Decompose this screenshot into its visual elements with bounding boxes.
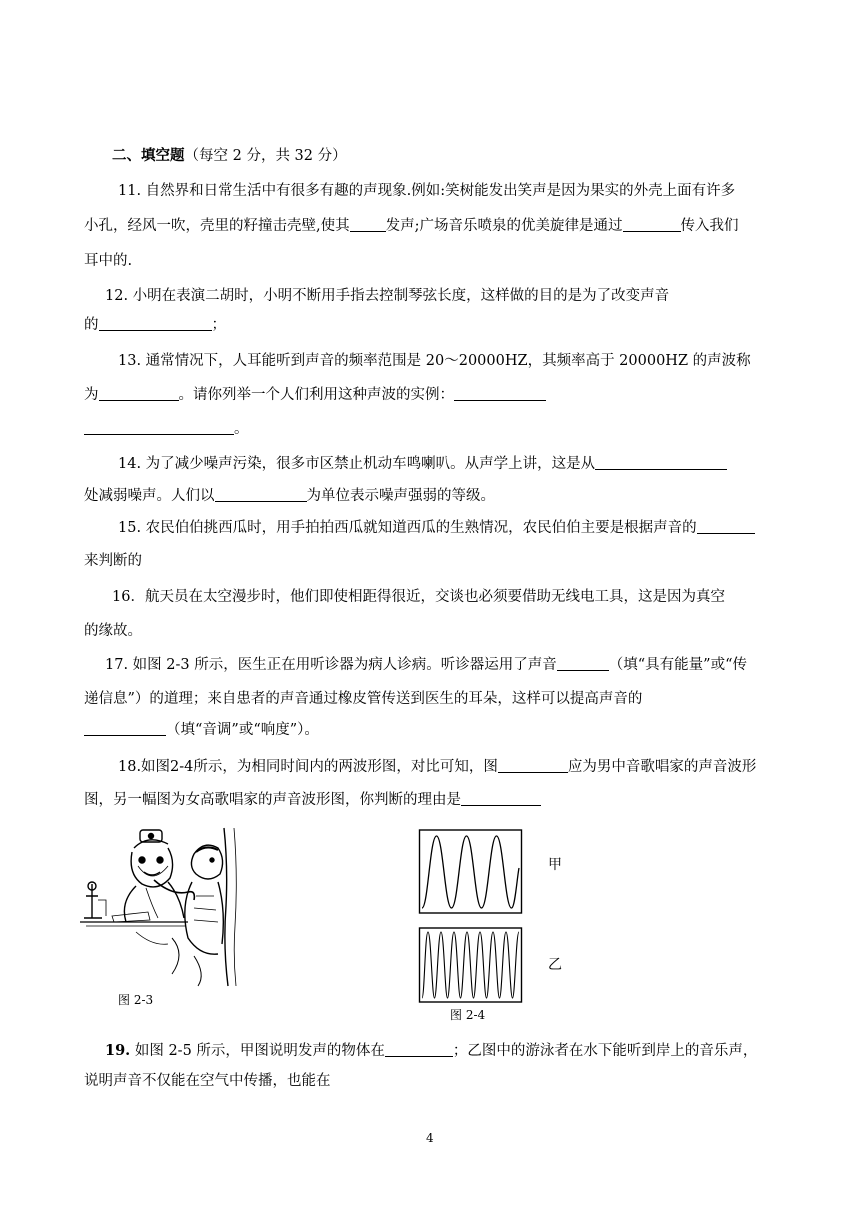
q11-line2	[84, 216, 739, 236]
waveform-figure	[418, 828, 524, 1006]
q17-text-a: 17. 如图 2-3 所示，医生正在用听诊器为病人诊病。听诊器运用了声音	[105, 657, 557, 673]
q13-text-a: 为	[84, 387, 99, 403]
q17-blank-1[interactable]	[557, 655, 609, 671]
section-title	[112, 146, 347, 166]
figure-2-3-caption: 图 2-3	[118, 993, 154, 1007]
waveform-label-jia: 甲	[548, 857, 562, 873]
q19-line2: 说明声音不仅能在空气中传播，也能在	[84, 1073, 331, 1089]
q18-text-c: 图，另一幅图为女高歌唱家的声音波形图，你判断的理由是	[84, 792, 461, 808]
q17-line2: 递信息”）的道理；来自患者的声音通过橡皮管传送到医生的耳朵，这样可以提高声音的	[84, 691, 643, 707]
doctor-stethoscope-illustration	[76, 826, 254, 988]
q11-text-b: 发声;广场音乐喷泉的优美旋律是通过	[385, 218, 623, 234]
q19-line1	[105, 1041, 757, 1061]
q18-blank-1[interactable]	[498, 757, 568, 773]
q15-line1	[118, 518, 755, 538]
q11-blank-1[interactable]	[350, 216, 386, 232]
q13-blank-2[interactable]	[454, 385, 546, 401]
q12-line2	[84, 315, 226, 335]
waveform-jia	[422, 836, 519, 908]
q16-line2: 的缘故。	[84, 623, 142, 639]
page-number: 4	[426, 1131, 434, 1145]
q18-text-b: 应为男中音歌唱家的声音波形	[567, 759, 757, 775]
waveform-jia-frame	[420, 830, 522, 913]
q12-text-a: 的	[84, 317, 99, 333]
q18-blank-2[interactable]	[461, 790, 541, 806]
q13-line3	[84, 419, 249, 439]
q19-text-a: 如图 2-5 所示，甲图说明发声的物体在	[130, 1043, 385, 1059]
q15-blank-1[interactable]	[697, 518, 755, 534]
q14-line1	[118, 454, 727, 474]
section-title-text: 二、填空题	[112, 147, 185, 164]
q18-line1	[118, 757, 756, 777]
waveform-yi	[422, 932, 519, 998]
q14-line2	[84, 486, 495, 506]
q11-line3: 耳中的.	[84, 253, 133, 269]
q14-text-b: 处减弱噪声。人们以	[84, 488, 215, 504]
q16-line1: 16．航天员在太空漫步时，他们即使相距得很近，交谈也必须要借助无线电工具，这是因为真空	[112, 589, 725, 605]
q11-text-a: 小孔，经风一吹，壳里的籽撞击壳壁,使其	[84, 218, 350, 234]
q19-text-b: ；乙图中的游泳者在水下能听到岸上的音乐声，	[452, 1043, 758, 1059]
q14-text-c: 为单位表示噪声强弱的等级。	[306, 488, 495, 504]
q17-line3	[84, 720, 319, 740]
q13-blank-2-cont[interactable]	[84, 419, 234, 435]
q11-line1: 11. 自然界和日常生活中有很多有趣的声现象.例如:笑树能发出笑声是因为果实的外壳上面有许多	[118, 183, 736, 199]
q12-text-b: ；	[211, 317, 226, 333]
q17-text-b: （填“具有能量”或“传	[608, 657, 747, 673]
section-score-note: （每空 2 分，共 32 分）	[184, 148, 347, 164]
q13-blank-1[interactable]	[99, 385, 179, 401]
q14-blank-2[interactable]	[215, 486, 307, 502]
q13-line1: 13. 通常情况下，人耳能听到声音的频率范围是 20～20000HZ，其频率高于 20000HZ 的声波称	[118, 353, 751, 369]
q15-text-a: 15. 农民伯伯挑西瓜时，用手拍拍西瓜就知道西瓜的生熟情况，农民伯伯主要是根据声音的	[118, 520, 697, 536]
q13-line2	[84, 385, 546, 405]
figure-2-4-caption: 图 2-4	[450, 1008, 486, 1022]
q17-blank-2[interactable]	[84, 720, 166, 736]
q15-line2: 来判断的	[84, 553, 142, 569]
q18-line2	[84, 790, 541, 810]
q19-blank-1[interactable]	[385, 1041, 453, 1057]
q17-text-c: （填“音调”或“响度”）。	[166, 722, 319, 738]
q12-line1: 12. 小明在表演二胡时，小明不断用手指去控制琴弦长度，这样做的目的是为了改变声音	[105, 288, 670, 304]
q18-text-a: 18.如图2-4所示，为相同时间内的两波形图，对比可知，图	[118, 759, 498, 775]
q11-text-c: 传入我们	[680, 218, 739, 234]
q19-number: 19.	[105, 1042, 131, 1059]
q12-blank-1[interactable]	[99, 315, 212, 331]
waveform-label-yi: 乙	[548, 957, 562, 973]
q11-blank-2[interactable]	[623, 216, 681, 232]
q13-text-c: 。	[234, 421, 249, 437]
q17-line1	[105, 655, 747, 675]
q14-blank-1[interactable]	[595, 454, 727, 470]
q13-text-b: 。请你列举一个人们利用这种声波的实例：	[178, 387, 454, 403]
q14-text-a: 14. 为了减少噪声污染，很多市区禁止机动车鸣喇叭。从声学上讲，这是从	[118, 456, 596, 472]
